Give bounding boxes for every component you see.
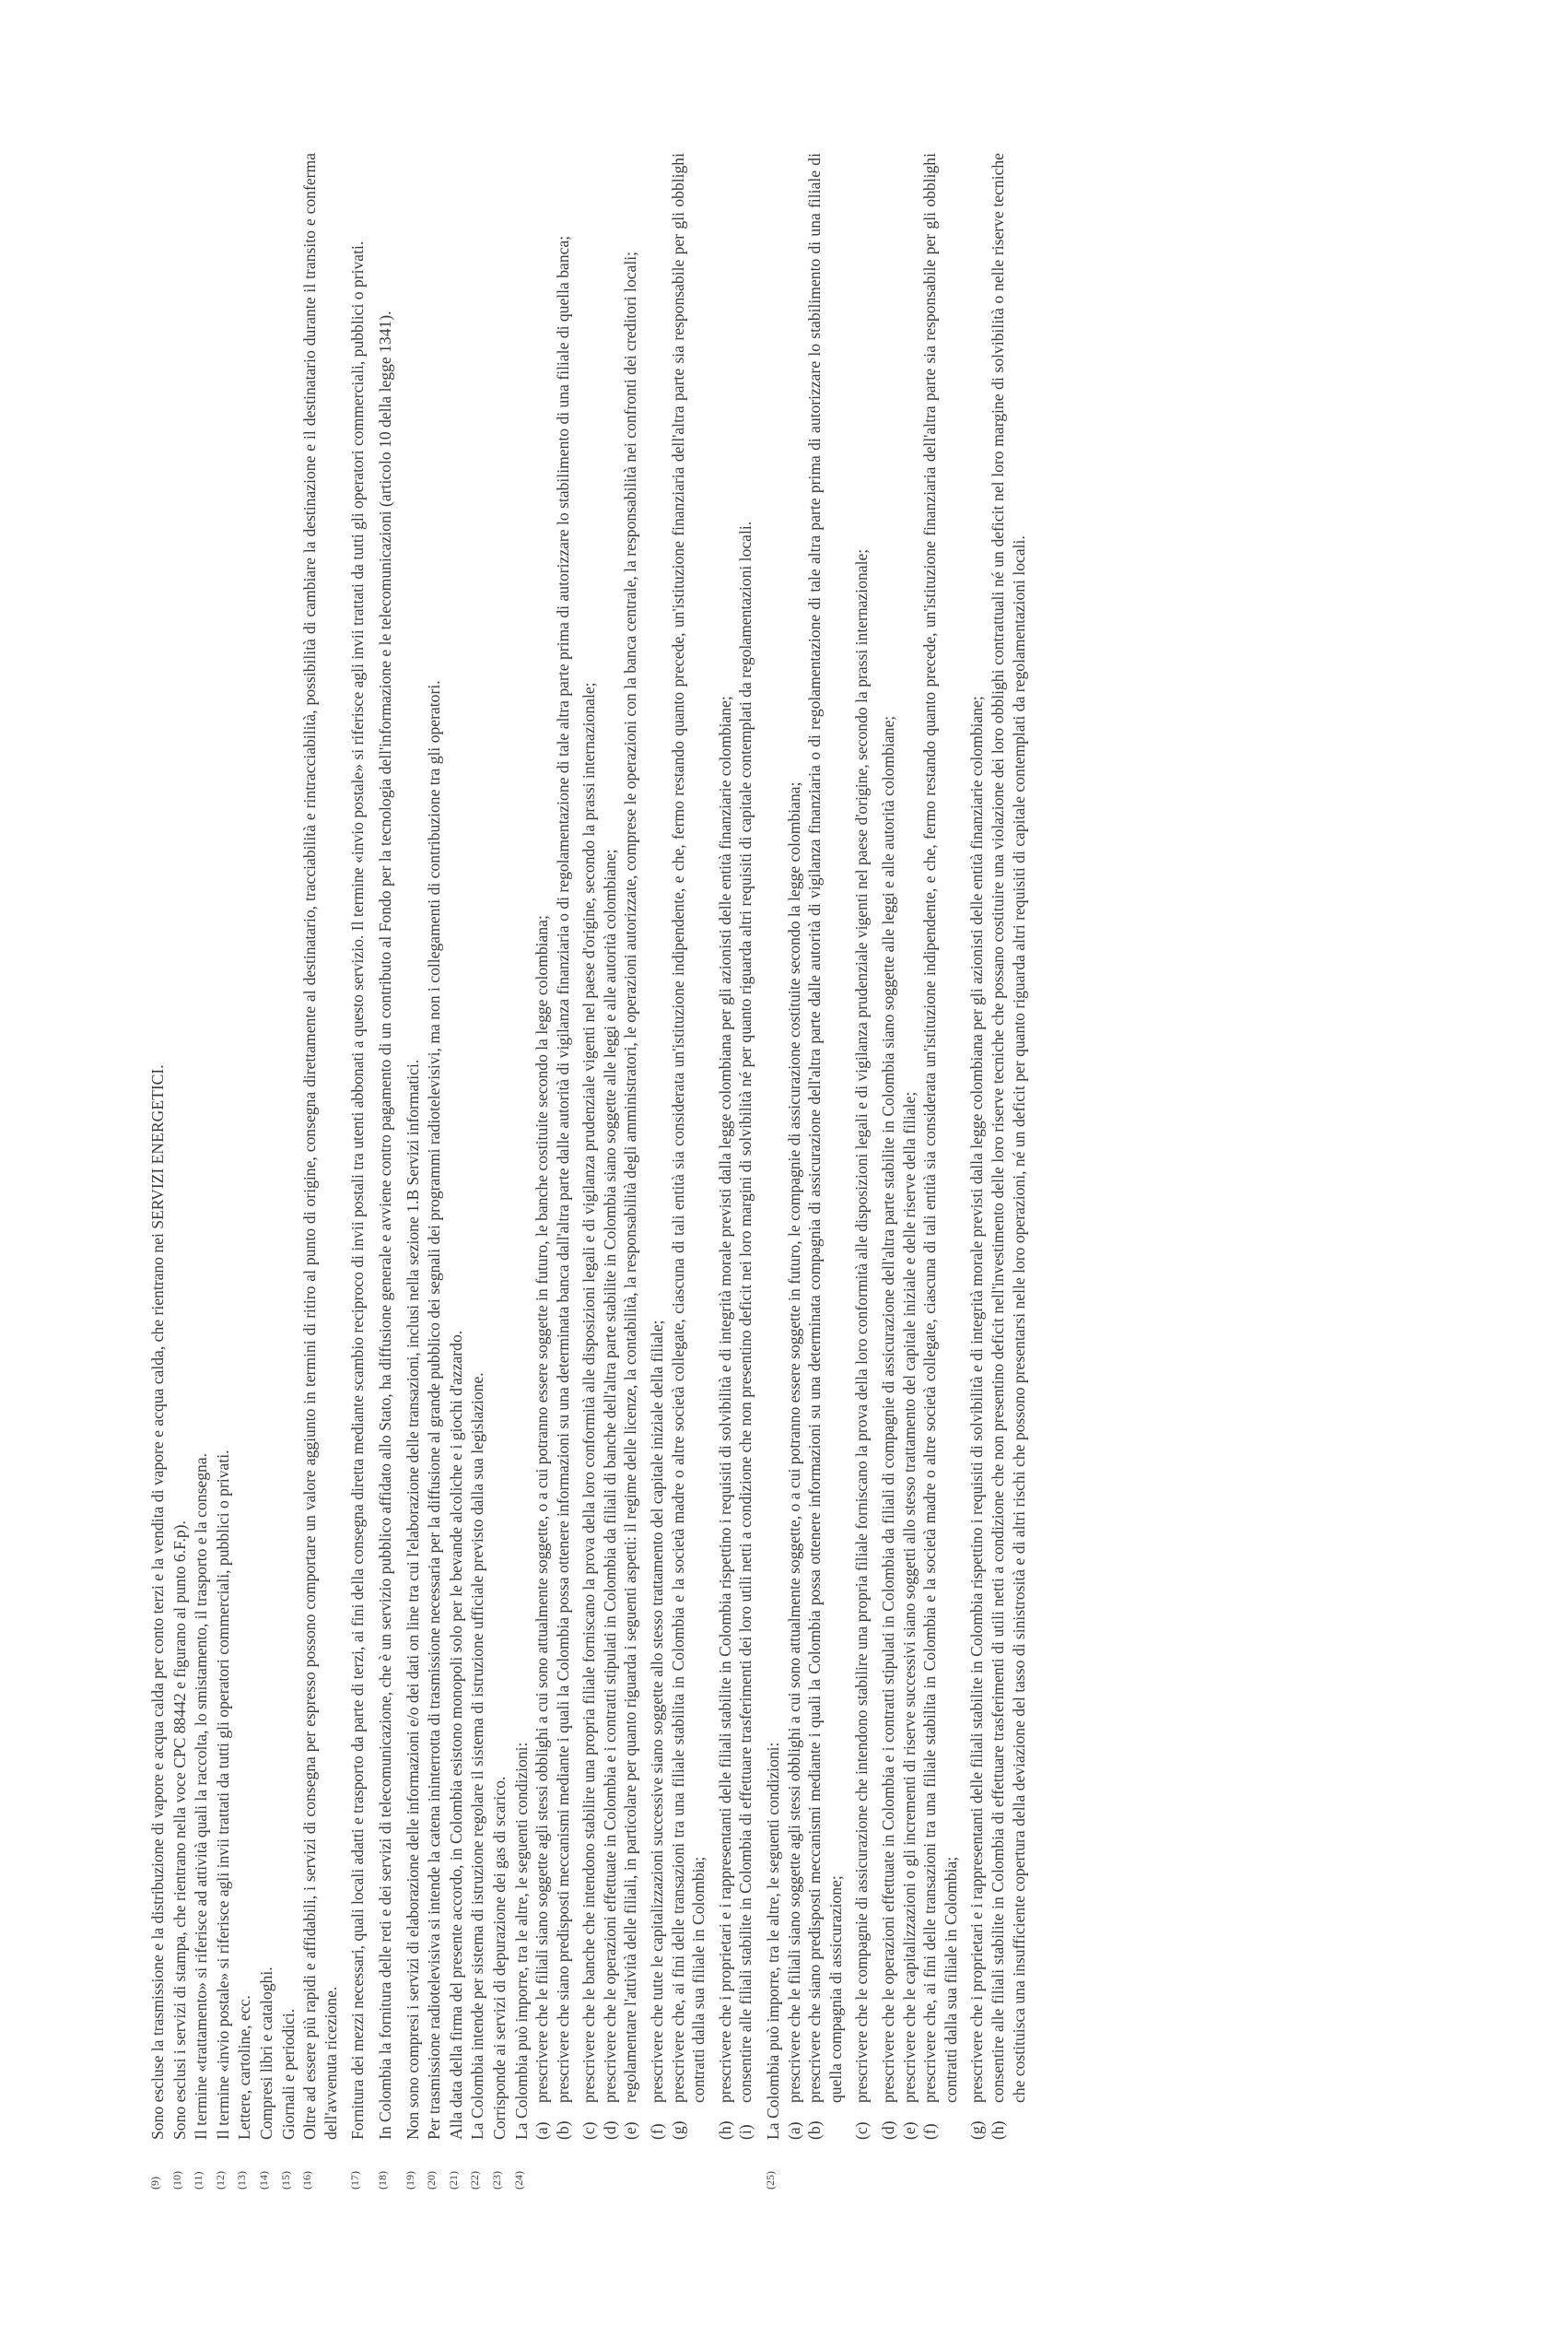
footnote: [213, 153, 234, 2190]
footnote: [424, 153, 445, 2190]
footnote-number: (21): [446, 2171, 460, 2190]
footnote: [347, 153, 369, 2190]
condition-list: [532, 153, 756, 2140]
footnote-number: (18): [375, 2171, 389, 2190]
condition-letter: (g): [668, 2120, 687, 2140]
condition-item: [851, 153, 872, 2140]
footnote-text: Compresi libri e cataloghi.: [256, 1966, 275, 2140]
condition-text: prescrivere che le filiali siano soggette agli stessi obblighi a cui sono attualmente soggette, o a cui potranno essere soggette in futuro, le banche costituite secondo la legge colombiana;: [532, 915, 552, 2103]
footnote-number: (22): [468, 2171, 482, 2190]
footnote-number: (17): [348, 2171, 362, 2190]
condition-item: [878, 153, 899, 2140]
footnote: [467, 153, 488, 2190]
condition-item: [899, 153, 920, 2140]
condition-item: [966, 153, 988, 2140]
footnote-number: (25): [764, 2171, 778, 2190]
footnote: [763, 153, 1029, 2190]
condition-text: regolamentare l'attività delle filiali, in particolare per quanto riguarda i seguenti aspetti: il regime delle licenze, la contabilità, la responsabilità degli amministratori, le operazioni autorizzate, comprese le operazioni con la banca centrale, la responsabilità nei confronti dei creditori locali;: [621, 251, 640, 2103]
condition-letter: (a): [532, 2121, 552, 2140]
footnote-number: (12): [213, 2171, 227, 2190]
footnote-text: Il termine «invio postale» si riferisce agli invii trattati da tutti gli operatori commerciali, pubblici o privati.: [213, 1450, 232, 2140]
footnote-number: (23): [489, 2171, 503, 2190]
footnote-number: (15): [278, 2171, 292, 2190]
footnote: [511, 153, 757, 2190]
condition-text: prescrivere che le operazioni effettuate in Colombia e i contratti stipulati in Colombia da filiali di banche dell'altra parte stabilite in Colombia siano soggette alle leggi e alle autorità colombiane;: [600, 849, 619, 2103]
footnote-text: Per trasmissione radiotelevisiva si intende la catena ininterrotta di trasmissione necessaria per la diffusione al grande pubblico dei segnali dei programmi radiotelevisivi, ma non i collegamenti di contribuzione tra gli operatori.: [425, 680, 444, 2140]
condition-letter: (b): [805, 2120, 825, 2140]
footnote-text: Lettere, cartoline, ecc.: [235, 1995, 254, 2140]
footnote-number: (20): [425, 2171, 439, 2190]
footnote-number: (9): [148, 2177, 161, 2190]
footnote-number: (13): [235, 2171, 249, 2190]
condition-letter: (b): [553, 2120, 572, 2140]
footnote: [147, 153, 169, 2190]
footnote-text: Alla data della firma del presente accordo, in Colombia esistono monopoli solo per le bevande alcoliche e i giochi d'azzardo.: [446, 1330, 465, 2140]
footnote-number: (19): [403, 2171, 416, 2190]
condition-text: prescrivere che i proprietari e i rappresentanti delle filiali stabilite in Colombia rispettino i requisiti di solvibilità e di integrità morale previsti dalla legge colombiana per gli azionisti delle entità finanziarie colombiane;: [967, 696, 987, 2103]
footnote-text: La Colombia intende per sistema di istruzione regolare il sistema di istruzione ufficiale previsto dalla sua legislazione.: [468, 1372, 487, 2140]
footnotes-section: [147, 153, 1029, 2190]
condition-letter: (c): [579, 2121, 599, 2140]
footnote: [403, 153, 424, 2190]
footnote-text: Giornali e periodici.: [278, 2008, 298, 2140]
condition-letter: (h): [988, 2120, 1007, 2140]
condition-item: [919, 153, 961, 2140]
condition-letter: (f): [648, 2123, 667, 2140]
condition-item: [668, 153, 709, 2140]
condition-letter: (d): [600, 2120, 619, 2140]
condition-text: prescrivere che le capitalizzazioni o gli incrementi di riserve successivi siano soggetti allo stesso trattamento del capitale iniziale e delle riserve della filiale;: [899, 1091, 919, 2103]
footnote-text: Fornitura dei mezzi necessari, quali locali adatti e trasporto da parte di terzi, ai fini della consegna diretta mediante scambio reciproco di invii postali tra utenti abbonati a questo servizio. Il termine «invio postale» si riferisce agli invii trattati da tutti gli operatori commerciali, pubblici o privati.: [348, 241, 368, 2140]
condition-letter: (a): [784, 2121, 803, 2140]
footnote-text: Non sono compresi i servizi di elaborazione delle informazioni e/o dei dati on line tra cui l'elaborazione delle transazioni, inclusi nella sezione 1.B Servizi informatici.: [403, 1059, 422, 2140]
footnote-number: (16): [300, 2171, 314, 2190]
footnote-number: (10): [170, 2171, 183, 2190]
condition-item: [647, 153, 668, 2140]
condition-text: prescrivere che i proprietari e i rappresentanti delle filiali stabilite in Colombia rispettino i requisiti di solvibilità e di integrità morale previsti dalla legge colombiana per gli azionisti delle entità finanziarie colombiane;: [715, 696, 734, 2103]
condition-letter: (f): [920, 2123, 940, 2140]
condition-text: prescrivere che, ai fini delle transazioni tra una filiale stabilita in Colombia e la società madre o altre società collegate, ciascuna di tali entità sia considerata un'istituzione indipendente, e che, fermo restando quanto precede, un'istituzione finanziaria dell'altra parte sia responsabile per gli obblighi contratti dalla sua filiale in Colombia;: [668, 153, 708, 2103]
condition-text: consentire alle filiali stabilite in Colombia di effettuare trasferimenti di utili netti a condizione che non presentino deficit nell'investimento delle loro riserve tecniche che possano costituire una violazione dei loro obblighi contrattuali né un deficit nel loro margine di solvibilità o nelle riserve tecniche che costituisca una insufficiente copertura della deviazione del tasso di sinistrosità e di altri rischi che possono presentarsi nelle loro operazioni, né un deficit per quanto riguarda altri requisiti di capitale contemplati da regolamentazioni locali.: [988, 153, 1028, 2103]
condition-item: [600, 153, 621, 2140]
footnote-number: (24): [511, 2171, 525, 2190]
footnote-text: Il termine «trattamento» si riferisce ad attività quali la raccolta, lo smistamento, il trasporto e la consegna.: [192, 1452, 211, 2140]
footnote-text: Corrisponde ai servizi di depurazione dei gas di scarico.: [489, 1776, 509, 2140]
footnote-text: Sono escluse la trasmissione e la distribuzione di vapore e acqua calda per conto terzi e la vendita di vapore e acqua calda, che rientrano nei SERVIZI ENERGETICI.: [148, 1064, 167, 2140]
footnote-text: La Colombia può imporre, tra le altre, le seguenti condizioni:: [764, 1742, 783, 2140]
footnote: [256, 153, 277, 2190]
condition-letter: (h): [715, 2120, 734, 2140]
condition-text: prescrivere che, ai fini delle transazioni tra una filiale stabilita in Colombia e la società madre o altre società collegate, ciascuna di tali entità sia considerata un'istituzione indipendente, e che, fermo restando quanto precede, un'istituzione finanziaria dell'altra parte sia responsabile per gli obblighi contratti dalla sua filiale in Colombia;: [920, 153, 960, 2103]
footnote-text: La Colombia può imporre, tra le altre, le seguenti condizioni:: [511, 1742, 531, 2140]
condition-item: [804, 153, 846, 2140]
footnote: [170, 153, 191, 2190]
condition-letter: (g): [967, 2120, 987, 2140]
footnote-number: (14): [256, 2171, 270, 2190]
footnote-text: Oltre ad essere più rapidi e affidabili, i servizi di consegna per espresso possono comportare un valore aggiunto in termini di ritiro al punto di origine, consegna direttamente al destinatario, tracciabilità e rintracciabilità, possibilità di cambiare la destinazione e il destinatario durante il transito e conferma dell'avvenuta ricezione.: [300, 153, 340, 2140]
condition-letter: (d): [879, 2120, 897, 2140]
footnote-text: Sono esclusi i servizi di stampa, che rientrano nella voce CPC 88442 e figurano al punto 6.F.p).: [170, 1520, 189, 2140]
footnote: [375, 153, 396, 2190]
footnote: [299, 153, 341, 2190]
footnote-text: In Colombia la fornitura delle reti e dei servizi di telecomunicazione, che è un servizio pubblico affidato allo Stato, ha diffusione generale e avviene contro pagamento di un contributo al Fondo per la tecnologia dell'informazione e le telecomunicazioni (articolo 10 della legge 1341).: [375, 311, 394, 2140]
condition-text: prescrivere che le compagnie di assicurazione che intendono stabilire una propria filiale forniscano la prova della loro conformità alle disposizioni legali e di vigilanza prudenziale vigenti nel paese d'origine, secondo la prassi internazionale;: [852, 548, 872, 2103]
condition-letter: (i): [736, 2124, 755, 2140]
footnote: [446, 153, 467, 2190]
condition-list: [784, 153, 1030, 2140]
footnote: [278, 153, 299, 2190]
footnote-number: (11): [192, 2171, 205, 2190]
condition-text: prescrivere che siano predisposti meccanismi mediante i quali la Colombia possa ottenere informazioni su una determinata banca dall'altra parte dalle autorità di vigilanza finanziaria o di regolamentazione di tale altra parte prima di autorizzare lo stabilimento di una filiale di quella banca;: [553, 235, 572, 2103]
condition-text: prescrivere che tutte le capitalizzazioni successive siano soggette allo stesso trattamento del capitale iniziale della filiale;: [648, 1320, 667, 2103]
condition-item: [735, 153, 756, 2140]
condition-letter: (e): [621, 2121, 640, 2140]
footnote: [191, 153, 212, 2190]
condition-item: [784, 153, 805, 2140]
condition-letter: (e): [899, 2121, 919, 2140]
condition-item: [988, 153, 1029, 2140]
condition-item: [532, 153, 553, 2140]
condition-text: prescrivere che le filiali siano soggette agli stessi obblighi a cui sono attualmente soggette, o a cui potranno essere soggette in futuro, le compagnie di assicurazione costituite secondo la legge colombiana;: [784, 781, 803, 2103]
condition-item: [553, 153, 574, 2140]
condition-letter: (c): [852, 2121, 872, 2140]
condition-text: prescrivere che le banche che intendono stabilire una propria filiale forniscano la prova della loro conformità alle disposizioni legali e di vigilanza prudenziale vigenti nel paese d'origine, secondo la prassi internazionale;: [579, 682, 599, 2103]
footnote: [234, 153, 255, 2190]
footnote: [489, 153, 510, 2190]
condition-item: [620, 153, 641, 2140]
condition-text: consentire alle filiali stabilite in Colombia di effettuare trasferimenti dei loro utili netti a condizione che non presentino deficit nei loro margini di solvibilità né per quanto riguarda altri requisiti di capitale contemplati da regolamentazioni locali.: [736, 521, 755, 2103]
condition-item: [579, 153, 600, 2140]
condition-text: prescrivere che siano predisposti meccanismi mediante i quali la Colombia possa ottenere informazioni su una determinata compagnia di assicurazione dell'altra parte dalle autorità di vigilanza finanziaria o di regolamentazione di tale altra parte prima di autorizzare lo stabilimento di una filiale di quella compagnia di assicurazione;: [805, 153, 845, 2103]
condition-text: prescrivere che le operazioni effettuate in Colombia e i contratti stipulati in Colombia da filiali di compagnie di assicurazione dell'altra parte stabilite in Colombia siano soggette alle leggi e alle autorità colombiane;: [879, 715, 897, 2103]
condition-item: [715, 153, 736, 2140]
